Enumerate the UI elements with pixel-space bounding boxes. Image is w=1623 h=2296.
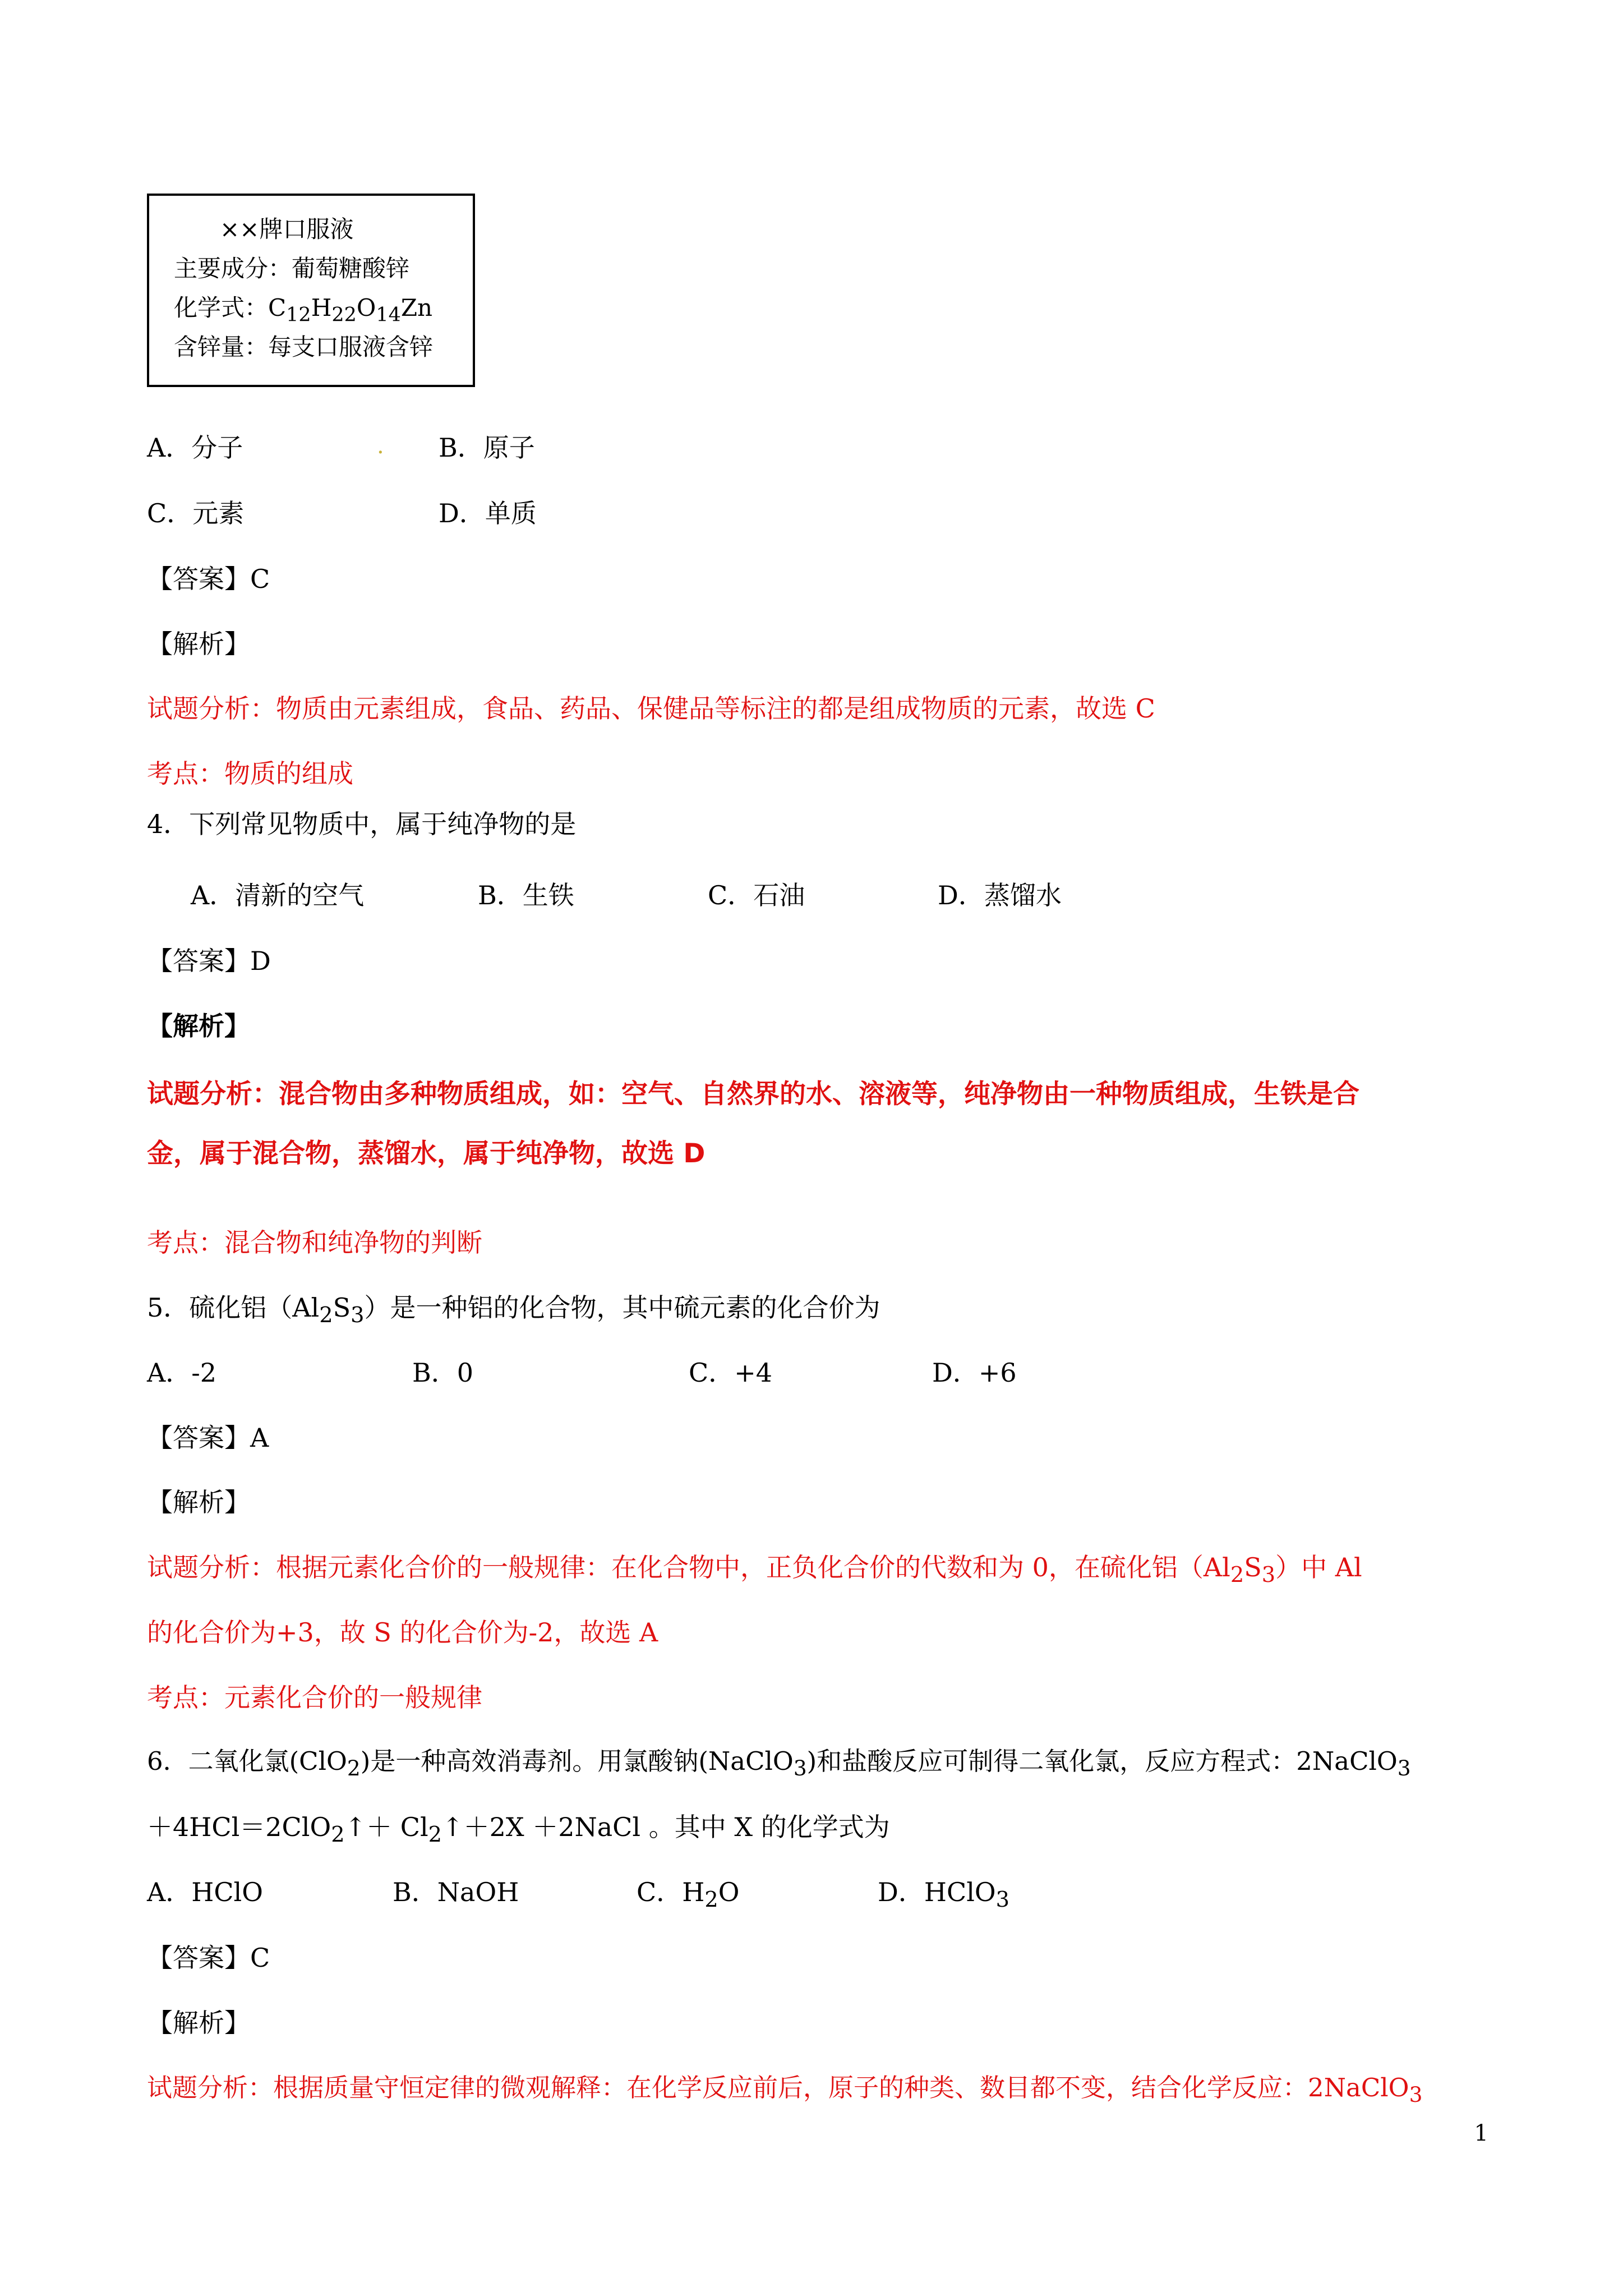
q6-stem-line2: ＋4HCl＝2ClO$_2$↑＋ $Cl_2↑+2X$ ＋2NaCl 。其中 X 的化学式为 <box>147 1812 890 1848</box>
q6-option-d: D．HClO$_3$ <box>878 1877 1010 1913</box>
q3-analysis-title: 【解析】 <box>147 629 250 659</box>
q5-analysis-title: 【解析】 <box>147 1487 250 1517</box>
q4-option-d: D．蒸馏水 <box>938 880 1062 910</box>
q5-analysis-line1: 试题分析：根据元素化合价的一般规律：在化合物中，正负化合价的代数和为 0，在硫化铝$(Al_2S_3)$中 Al <box>147 1552 1362 1588</box>
q5-option-d: D．+6 <box>932 1358 1017 1388</box>
q4-option-a: A．清新的空气 <box>191 880 365 910</box>
q6-answer: 【答案】C <box>147 1943 270 1973</box>
q5-answer: 【答案】A <box>147 1423 269 1453</box>
q5-analysis-line2: 的化合价为+3，故 S 的化合价为-2，故选 A <box>147 1617 658 1648</box>
q5-option-c: C．+4 <box>689 1358 773 1388</box>
page-number: 1 <box>1474 2120 1488 2146</box>
q5-option-b: B．0 <box>412 1358 474 1388</box>
q4-analysis-title: 【解析】 <box>147 1011 250 1041</box>
q4-option-c: C．石油 <box>708 880 805 910</box>
q6-stem-line1: 6．二氧化氯(ClO$_2$)是一种高效消毒剂。用氯酸钠(NaClO$_3$)和盐酸反应可制得二氧化氯，反应方程式：2NaClO$_3$ <box>147 1746 1411 1780</box>
q6-analysis-line1: 试题分析：根据质量守恒定律的微观解释：在化学反应前后，原子的种类、数目都不变，结合化学反应：2NaClO$_3$ <box>147 2073 1423 2107</box>
q5-option-a: A．-2 <box>147 1358 217 1388</box>
q6-option-a: A．HClO <box>147 1877 263 1907</box>
q3-point: 考点：物质的组成 <box>147 758 353 789</box>
q3-answer: 【答案】C <box>147 564 270 594</box>
q4-answer: 【答案】D <box>147 946 271 976</box>
q3-option-b: B．原子 <box>439 432 535 463</box>
q3-option-c: C．元素 <box>147 498 245 528</box>
q6-option-c: C．$H_2O$ <box>637 1877 740 1913</box>
q3-analysis: 试题分析：物质由元素组成，食品、药品、保健品等标注的都是组成物质的元素，故选 C <box>147 693 1155 724</box>
q4-option-b: B．生铁 <box>478 880 574 910</box>
q6-analysis-title: 【解析】 <box>147 2008 250 2038</box>
q3-option-d: D．单质 <box>439 498 537 528</box>
q4-stem: 4．下列常见物质中，属于纯净物的是 <box>147 809 577 839</box>
q4-analysis-line1: 试题分析：混合物由多种物质组成，如：空气、自然界的水、溶液等，纯净物由一种物质组成，生铁是合 <box>147 1079 1359 1110</box>
label-formula <box>174 292 432 330</box>
label-ingredient: 主要成分：葡萄糖酸锌 <box>174 255 410 282</box>
q5-stem: 5．硫化铝$(Al_2S_3)$是一种铝的化合物，其中硫元素的化合价为 <box>147 1292 880 1328</box>
stray-dot: . <box>377 433 384 459</box>
product-label-box <box>147 194 475 387</box>
q6-option-b: B．NaOH <box>393 1877 519 1907</box>
label-formula-value: $C_{12}H_{22}O_{14}Zn$ <box>268 294 433 326</box>
q5-point: 考点：元素化合价的一般规律 <box>147 1682 482 1713</box>
q3-option-a: A．分子 <box>147 432 243 463</box>
label-title: ××牌口服液 <box>220 215 354 243</box>
label-zinc: 含锌量：每支口服液含锌 <box>174 333 434 361</box>
q4-point: 考点：混合物和纯净物的判断 <box>147 1227 482 1258</box>
q4-analysis-line2: 金，属于混合物，蒸馏水，属于纯净物，故选 D <box>147 1138 706 1169</box>
label-formula-prefix: 化学式： <box>174 294 269 321</box>
